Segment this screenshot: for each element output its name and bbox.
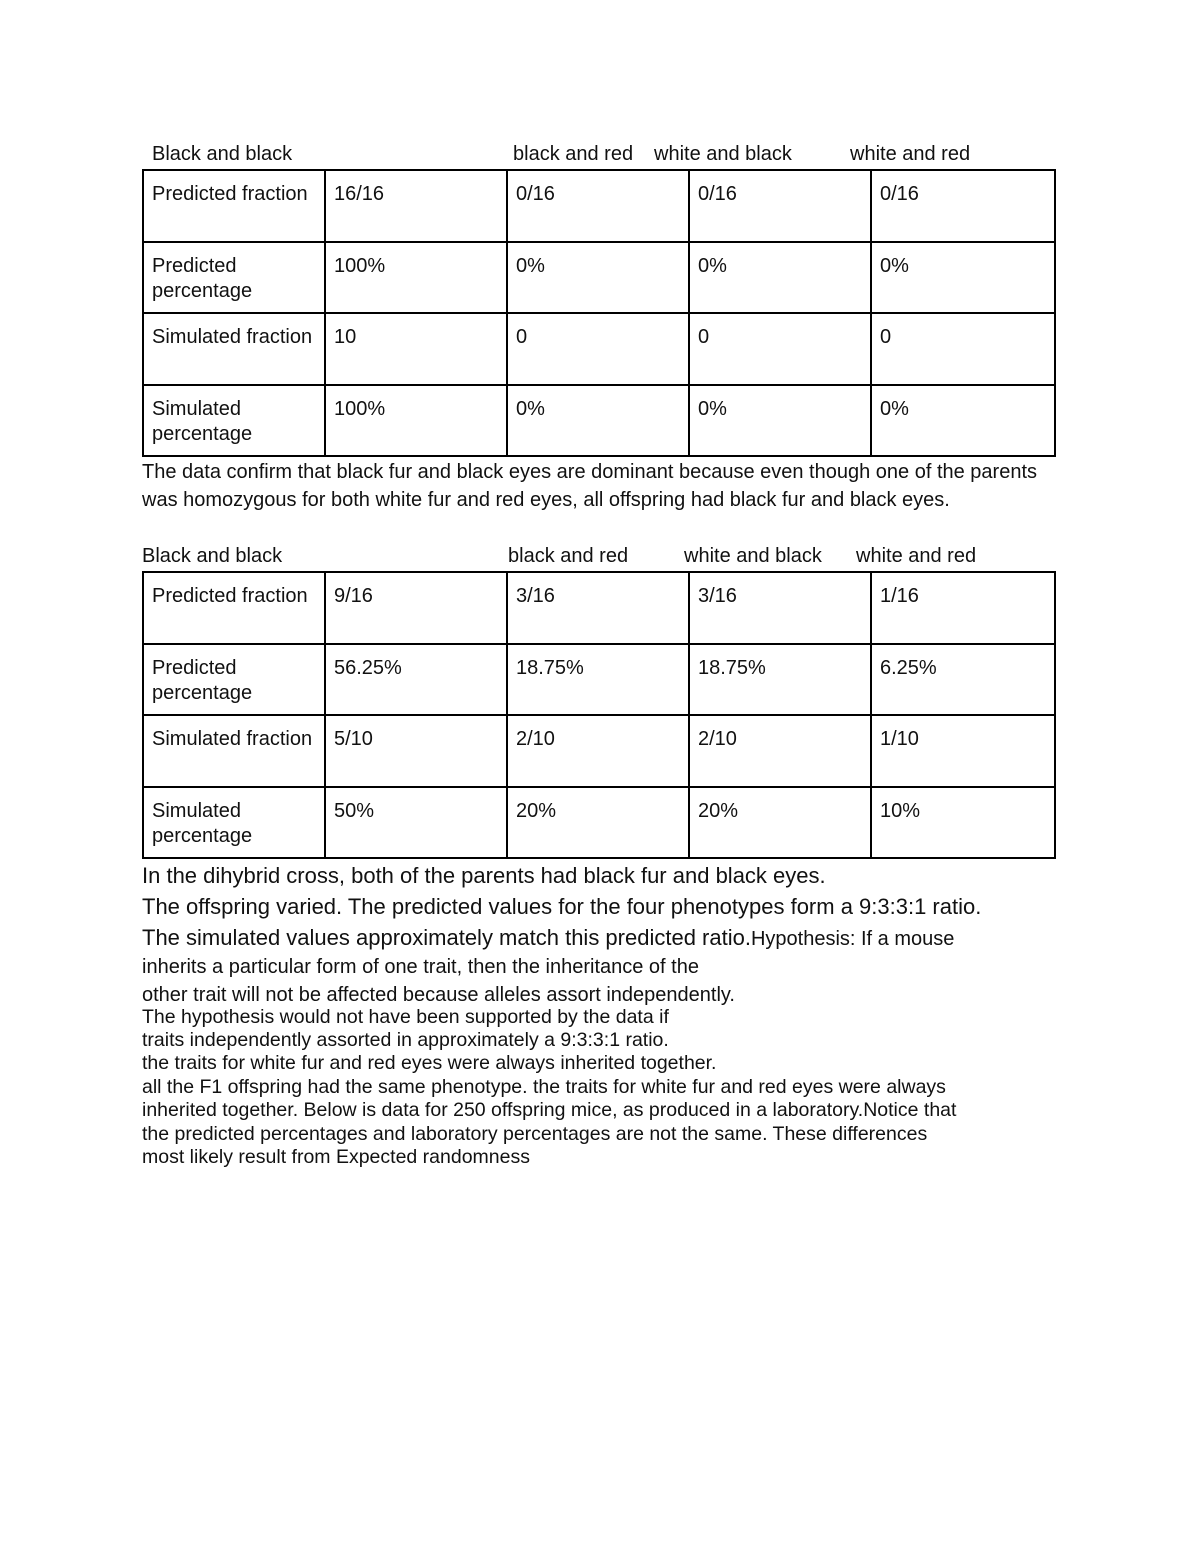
table1-cell: 0%	[871, 385, 1055, 456]
table1-cell: 0%	[689, 242, 871, 313]
paragraph-dominance-conclusion: The data confirm that black fur and black eyes are dominant because even though one of the parents was homozygous for both white fur and red eyes, all offspring had black fur and black eyes.	[142, 461, 1038, 511]
table2-cell: 20%	[507, 787, 689, 858]
table2-cell: 50%	[325, 787, 507, 858]
table1-header-white-red: white and red	[850, 143, 971, 165]
table1-cell: 0	[871, 313, 1055, 385]
table1-row-label: Predicted percentage	[143, 242, 325, 313]
note-line-3-part-a: The simulated values approximately match this predicted ratio.	[142, 925, 751, 950]
table1-cell: 16/16	[325, 170, 507, 242]
table2-row-simulated-percentage	[143, 787, 1055, 858]
table1-row-simulated-percentage	[143, 385, 1055, 456]
table2-row-label: Simulated percentage	[143, 787, 325, 858]
table2-cell: 9/16	[325, 572, 507, 644]
table2-cell: 1/16	[871, 572, 1055, 644]
table1-header-black-red: black and red	[513, 143, 634, 165]
note-line-4: inherits a particular form of one trait, then the inheritance of the	[142, 956, 699, 978]
table2-cell: 6.25%	[871, 644, 1055, 715]
table1-row-predicted-percentage	[143, 242, 1055, 313]
table2-cell: 1/10	[871, 715, 1055, 787]
table2-cell: 3/16	[507, 572, 689, 644]
table2-row-label: Predicted percentage	[143, 644, 325, 715]
note-line-11: the predicted percentages and laboratory percentages are not the same. These differences	[142, 1123, 928, 1145]
table1-cell: 0%	[871, 242, 1055, 313]
table2-cell: 3/16	[689, 572, 871, 644]
table1-cell: 0%	[507, 242, 689, 313]
table2-cell: 10%	[871, 787, 1055, 858]
table2-cell: 2/10	[507, 715, 689, 787]
table2	[142, 571, 1056, 859]
table1-cell: 0	[689, 313, 871, 385]
table2-cell: 56.25%	[325, 644, 507, 715]
table1-header-black-black: Black and black	[152, 143, 293, 165]
note-line-3-part-b: Hypothesis: If a mouse	[750, 928, 955, 950]
table1-cell: 0/16	[689, 170, 871, 242]
table2-cell: 2/10	[689, 715, 871, 787]
note-line-2: The offspring varied. The predicted values for the four phenotypes form a 9:3:3:1 ratio.	[142, 894, 982, 919]
table1-cell: 0/16	[507, 170, 689, 242]
note-line-6: The hypothesis would not have been supported by the data if	[142, 1006, 669, 1028]
table2-row-predicted-percentage	[143, 644, 1055, 715]
table2-cell: 5/10	[325, 715, 507, 787]
table2-header-white-black: white and black	[684, 545, 822, 567]
table2-cell: 18.75%	[507, 644, 689, 715]
table2-row-label: Predicted fraction	[143, 572, 325, 644]
table2-row-predicted-fraction	[143, 572, 1055, 644]
table1-cell: 0%	[689, 385, 871, 456]
table1-cell: 0/16	[871, 170, 1055, 242]
note-line-7: traits independently assorted in approximately a 9:3:3:1 ratio.	[142, 1029, 669, 1051]
note-line-1: In the dihybrid cross, both of the parents had black fur and black eyes.	[142, 863, 826, 888]
table1-row-predicted-fraction	[143, 170, 1055, 242]
table2-row-simulated-fraction	[143, 715, 1055, 787]
note-line-10: inherited together. Below is data for 250 offspring mice, as produced in a laboratory.Notice that	[142, 1099, 957, 1121]
table1-cell: 100%	[325, 242, 507, 313]
table2-cell: 18.75%	[689, 644, 871, 715]
note-line-12: most likely result from Expected randomness	[142, 1146, 530, 1168]
note-line-8: the traits for white fur and red eyes were always inherited together.	[142, 1052, 717, 1074]
note-line-5: other trait will not be affected because alleles assort independently.	[142, 984, 735, 1006]
table2-header-white-red: white and red	[856, 545, 977, 567]
table1-row-label: Simulated fraction	[143, 313, 325, 385]
table1-row-simulated-fraction	[143, 313, 1055, 385]
table2-cell: 20%	[689, 787, 871, 858]
table1-cell: 10	[325, 313, 507, 385]
table1-row-label: Simulated percentage	[143, 385, 325, 456]
table1-cell: 100%	[325, 385, 507, 456]
table2-row-label: Simulated fraction	[143, 715, 325, 787]
table1-cell: 0%	[507, 385, 689, 456]
table1-row-label: Predicted fraction	[143, 170, 325, 242]
note-line-3	[142, 925, 954, 951]
table2-header-black-red: black and red	[508, 545, 629, 567]
table1	[142, 169, 1056, 457]
table1-cell: 0	[507, 313, 689, 385]
table2-header-black-black: Black and black	[142, 545, 283, 567]
note-line-9: all the F1 offspring had the same phenotype. the traits for white fur and red eyes were always	[142, 1076, 946, 1098]
table1-header-white-black: white and black	[654, 143, 792, 165]
